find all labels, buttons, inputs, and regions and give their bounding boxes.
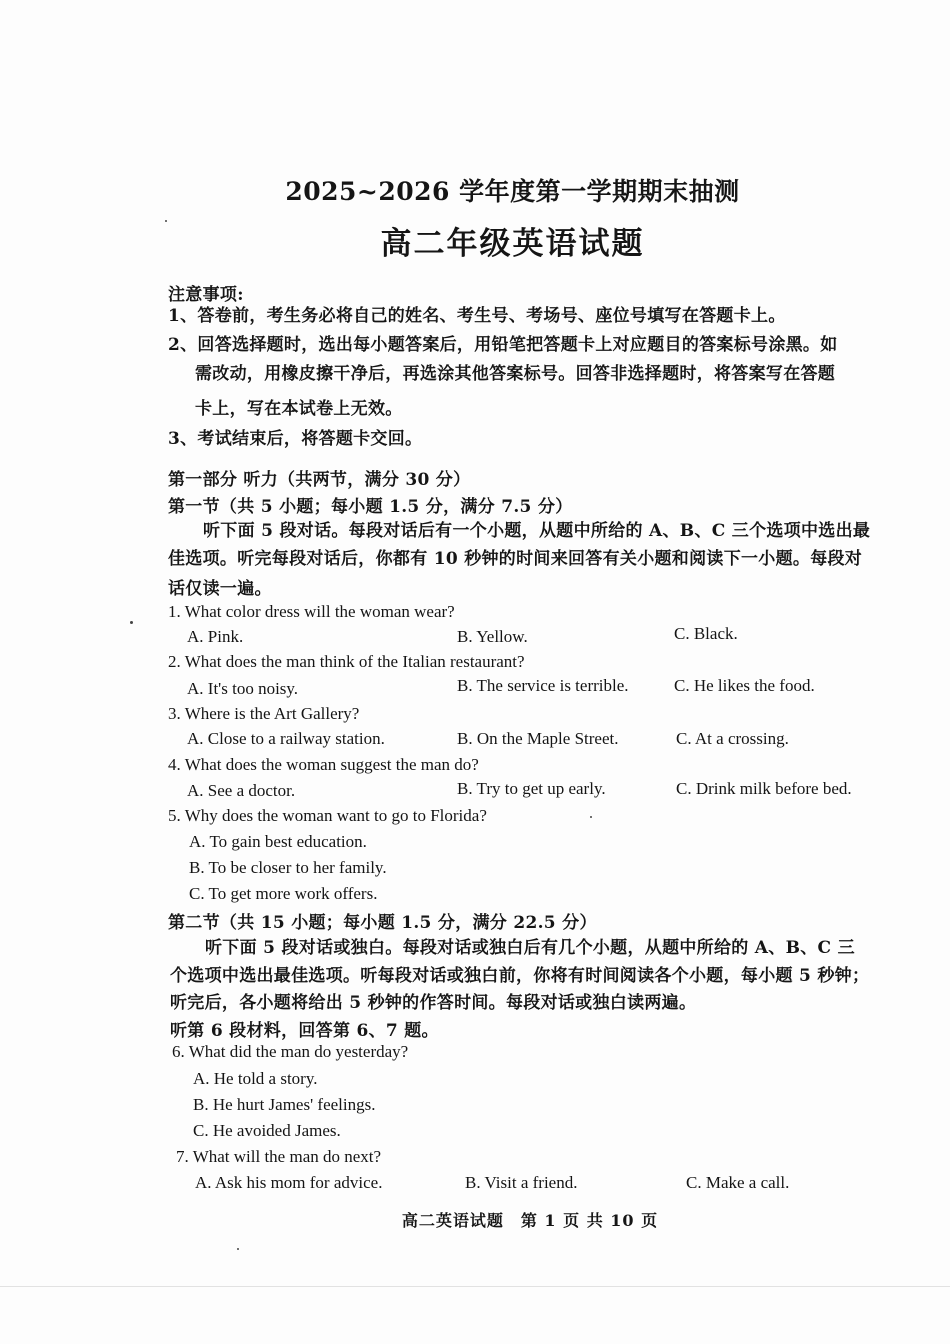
section1-instructions: 听下面 5 段对话。每段对话后有一个小题，从题中所给的 A、B、C 三个选项中选出最 xyxy=(203,521,871,541)
option-b: B. To be closer to her family. xyxy=(189,858,387,877)
question-stem: 6. What did the man do yesterday? xyxy=(172,1042,409,1061)
exam-title-subject: 高二年级英语试题 xyxy=(380,226,645,262)
section2-instructions: 听完后，各小题将给出 5 秒钟的作答时间。每段对话或独白读两遍。 xyxy=(170,993,697,1013)
question-stem: 1. What color dress will the woman wear? xyxy=(168,602,455,621)
scan-speck xyxy=(130,621,133,624)
option-b: B. Visit a friend. xyxy=(465,1173,578,1192)
option-c: C. Drink milk before bed. xyxy=(676,779,852,798)
scan-speck xyxy=(590,816,592,818)
question-stem: 4. What does the woman suggest the man do? xyxy=(168,755,479,774)
option-c: C. Black. xyxy=(674,624,738,643)
option-b: B. Try to get up early. xyxy=(457,779,606,798)
notes-item: 3、考试结束后，将答题卡交回。 xyxy=(168,429,423,449)
option-c: C. He avoided James. xyxy=(193,1121,341,1140)
option-c: C. He likes the food. xyxy=(674,676,815,695)
notes-item: 需改动，用橡皮擦干净后，再选涂其他答案标号。回答非选择题时，将答案写在答题 xyxy=(195,364,836,384)
question-stem: 2. What does the man think of the Italian restaurant? xyxy=(168,652,525,671)
option-a: A. See a doctor. xyxy=(187,781,296,800)
section1-instructions: 话仅读一遍。 xyxy=(168,579,272,599)
section2-instructions: 听下面 5 段对话或独白。每段对话或独白后有几个小题，从题中所给的 A、B、C 三 xyxy=(205,938,855,958)
notes-item: 卡上，写在本试卷上无效。 xyxy=(195,399,403,419)
question-stem: 3. Where is the Art Gallery? xyxy=(168,704,360,723)
material-note: 听第 6 段材料，回答第 6、7 题。 xyxy=(170,1021,439,1041)
scan-edge xyxy=(0,1286,950,1287)
option-c: C. To get more work offers. xyxy=(189,884,378,903)
option-c: C. At a crossing. xyxy=(676,729,789,748)
section2-heading: 第二节（共 15 小题；每小题 1.5 分，满分 22.5 分） xyxy=(168,913,597,933)
part1-heading: 第一部分 听力（共两节，满分 30 分） xyxy=(168,470,471,490)
option-a: A. He told a story. xyxy=(193,1069,318,1088)
option-a: A. Pink. xyxy=(187,627,244,646)
question-stem: 5. Why does the woman want to go to Florida? xyxy=(168,806,487,825)
notes-item: 2、回答选择题时，选出每小题答案后，用铅笔把答题卡上对应题目的答案标号涂黑。如 xyxy=(168,335,838,355)
notes-heading: 注意事项: xyxy=(168,285,244,305)
option-a: A. Ask his mom for advice. xyxy=(195,1173,383,1192)
option-a: A. To gain best education. xyxy=(189,832,367,851)
option-c: C. Make a call. xyxy=(686,1173,790,1192)
notes-item: 1、答卷前，考生务必将自己的姓名、考生号、考场号、座位号填写在答题卡上。 xyxy=(168,306,786,326)
option-b: B. On the Maple Street. xyxy=(457,729,619,748)
exam-title-term: 2025~2026 学年度第一学期期末抽测 xyxy=(285,177,740,206)
option-b: B. He hurt James' feelings. xyxy=(193,1095,376,1114)
page-footer: 高二英语试题 第 1 页 共 10 页 xyxy=(401,1211,659,1230)
option-b: B. Yellow. xyxy=(457,627,528,646)
section1-instructions: 佳选项。听完每段对话后，你都有 10 秒钟的时间来回答有关小题和阅读下一小题。每段对 xyxy=(168,549,863,569)
option-a: A. It's too noisy. xyxy=(187,679,299,698)
scan-speck xyxy=(237,1248,239,1250)
option-b: B. The service is terrible. xyxy=(457,676,629,695)
section1-heading: 第一节（共 5 小题；每小题 1.5 分，满分 7.5 分） xyxy=(168,497,573,517)
section2-instructions: 个选项中选出最佳选项。听每段对话或独白前，你将有时间阅读各个小题，每小题 5 秒钟； xyxy=(170,966,870,986)
option-a: A. Close to a railway station. xyxy=(187,729,385,748)
scan-speck xyxy=(165,220,167,222)
question-stem: 7. What will the man do next? xyxy=(176,1147,382,1166)
